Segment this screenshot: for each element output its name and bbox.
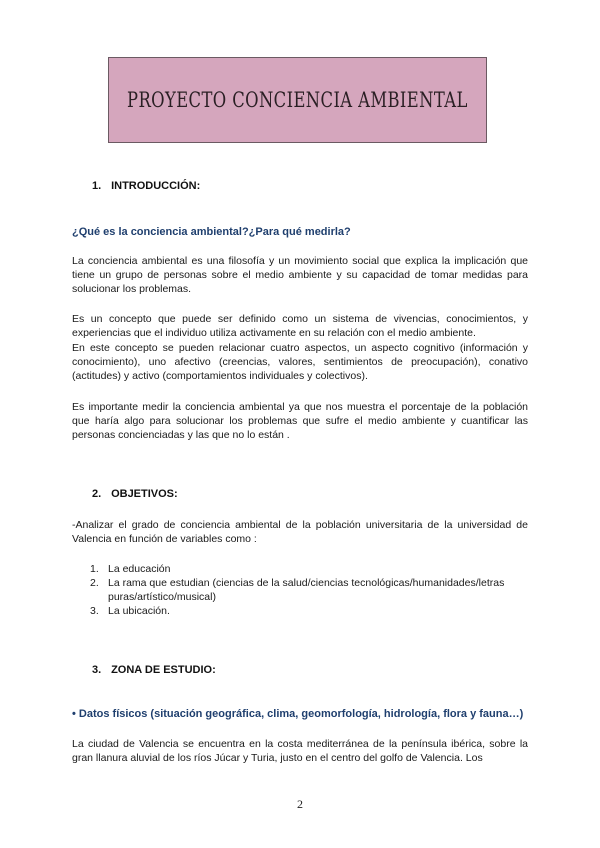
section-title: OBJETIVOS: — [111, 488, 178, 500]
paragraph: Es importante medir la conciencia ambiental ya que nos muestra el porcentaje de la población que haría algo para solucionar los problemas que sufre el medio ambiente y cuantificar las personas concienciadas y las que no lo están . — [72, 401, 528, 441]
objectives-list — [90, 562, 530, 618]
paragraph: La ciudad de Valencia se encuentra en la costa mediterránea de la península ibérica, sobre la gran llanura aluvial de los ríos Júcar y Turia, justo en el centro del golfo de Valencia. Los — [72, 738, 528, 764]
paragraph: En este concepto se pueden relacionar cuatro aspectos, un aspecto cognitivo (información y conocimiento), uno afectivo (creencias, valores, sentimientos de preocupación), conativo (actitudes) y activo (comportamientos individuales y colectivos). — [72, 342, 528, 382]
list-item: 1. La educación — [90, 563, 171, 575]
section-number: 3. — [92, 664, 102, 676]
section-subheading: ¿Qué es la conciencia ambiental?¿Para qué medirla? — [72, 226, 351, 238]
section-title: INTRODUCCIÓN: — [111, 180, 201, 192]
paragraph: Es un concepto que puede ser definido como un sistema de vivencias, conocimientos, y experiencias que el individuo utiliza activamente en su relación con el medio ambiente. — [72, 313, 528, 339]
section-number: 2. — [92, 488, 102, 500]
list-item: 2. La rama que estudian (ciencias de la salud/ciencias tecnológicas/humanidades/letras puras/artístico/musical) — [90, 577, 505, 603]
page-number: 2 — [297, 797, 303, 811]
section-title: ZONA DE ESTUDIO: — [111, 664, 216, 676]
title-box — [108, 57, 487, 143]
document-title: PROYECTO CONCIENCIA AMBIENTAL — [127, 88, 468, 112]
list-item: 3. La ubicación. — [90, 605, 170, 617]
section-number: 1. — [92, 180, 102, 192]
section-heading-introduccion — [92, 180, 200, 192]
objectives-intro: -Analizar el grado de conciencia ambiental de la población universitaria de la universidad de Valencia en función de variables como : — [72, 519, 528, 545]
paragraph: La conciencia ambiental es una filosofía y un movimiento social que explica la implicación que tiene un grupo de personas sobre el medio ambiente y su capacidad de tomar medidas para solucionar los problemas. — [72, 255, 528, 295]
section-subheading: • Datos físicos (situación geográfica, clima, geomorfología, hidrología, flora y fauna…) — [72, 708, 524, 720]
section-heading-objetivos — [92, 488, 178, 500]
section-heading-zona-de-estudio — [92, 664, 216, 676]
